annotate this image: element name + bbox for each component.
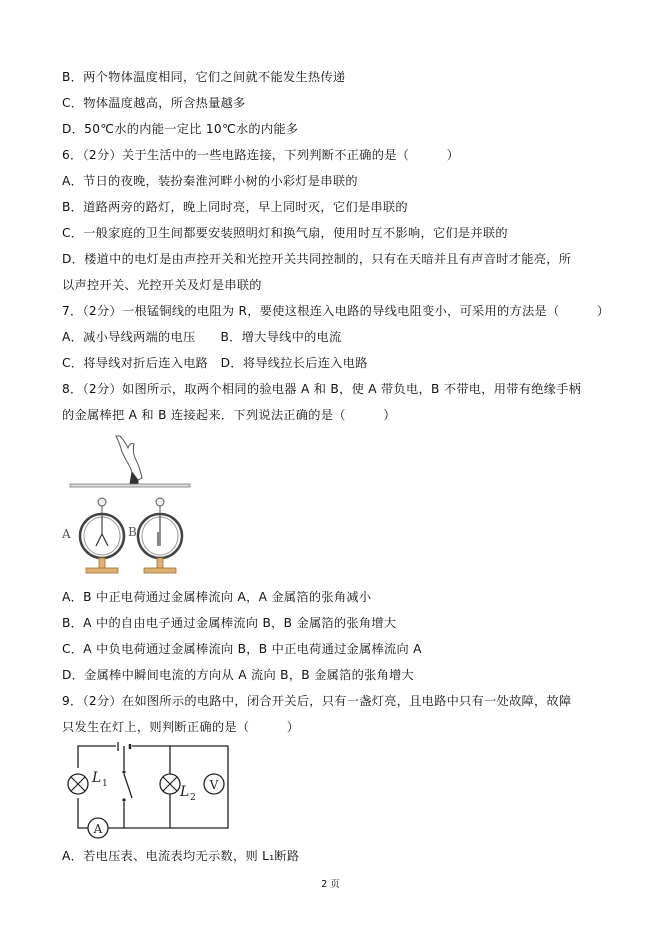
options-7ab: A．减小导线两端的电压 B．增大导线中的电流 [62, 330, 342, 344]
option-5c: C．物体温度越高，所含热量越多 [62, 96, 246, 110]
option-8a: A．B 中正电荷通过金属棒流向 A，A 金属箔的张角减小 [62, 590, 372, 604]
hand-icon [116, 436, 142, 480]
page-footer: 2 页 [321, 879, 340, 890]
option-6d: D．楼道中的电灯是由声控开关和光控开关共同控制的，只有在天暗并且有声音时才能亮，所 [62, 252, 572, 266]
option-8d: D．金属棒中瞬间电流的方向从 A 流向 B，B 金属箔的张角增大 [62, 668, 415, 682]
question-6: 6．（2分）关于生活中的一些电路连接，下列判断不正确的是（ ） [62, 148, 460, 162]
question-7: 7．（2分）一根锰铜线的电阻为 R，要使这根连入电路的导线电阻变小，可采用的方法是（ ） [62, 304, 610, 318]
options-7cd: C．将导线对折后连入电路 D．将导线拉长后连入电路 [62, 356, 368, 370]
option-6b: B．道路两旁的路灯，晚上同时亮，早上同时灭，它们是串联的 [62, 200, 408, 214]
option-6c: C．一般家庭的卫生间都要安装照明灯和换气扇，使用时互不影响，它们是并联的 [62, 226, 508, 240]
option-8c: C．A 中负电荷通过金属棒流向 B，B 中正电荷通过金属棒流向 A [62, 642, 422, 656]
electroscope-figure [60, 432, 200, 582]
svg-text:V: V [209, 778, 219, 792]
option-9a: A．若电压表、电流表均无示数，则 L₁断路 [62, 849, 300, 863]
svg-text:L: L [180, 784, 190, 800]
circuit-figure [62, 740, 242, 840]
option-6d-cont: 以声控开关、光控开关及灯是串联的 [62, 278, 262, 292]
svg-text:2: 2 [190, 793, 196, 803]
option-5d: D．50℃水的内能一定比 10℃水的内能多 [62, 122, 299, 136]
question-8: 8．（2分）如图所示，取两个相同的验电器 A 和 B，使 A 带负电，B 不带电，用带有绝缘手柄 [62, 382, 582, 396]
label-a: A [62, 527, 71, 541]
question-8-cont: 的金属棒把 A 和 B 连接起来．下列说法正确的是（ ） [62, 408, 396, 422]
option-8b: B．A 中的自由电子通过金属棒流向 B，B 金属箔的张角增大 [62, 616, 397, 630]
option-6a: A．节日的夜晚，装扮秦淮河畔小树的小彩灯是串联的 [62, 174, 358, 188]
question-9: 9．（2分）在如图所示的电路中，闭合开关后，只有一盏灯亮，且电路中只有一处故障，故障 [62, 694, 572, 708]
question-9-cont: 只发生在灯上，则判断正确的是（ ） [62, 720, 300, 734]
option-5b: B．两个物体温度相同，它们之间就不能发生热传递 [62, 70, 346, 84]
svg-text:A: A [93, 822, 103, 836]
svg-text:L: L [92, 770, 102, 786]
label-b: B [128, 525, 137, 539]
svg-text:1: 1 [102, 779, 108, 789]
switch-icon [124, 774, 132, 798]
